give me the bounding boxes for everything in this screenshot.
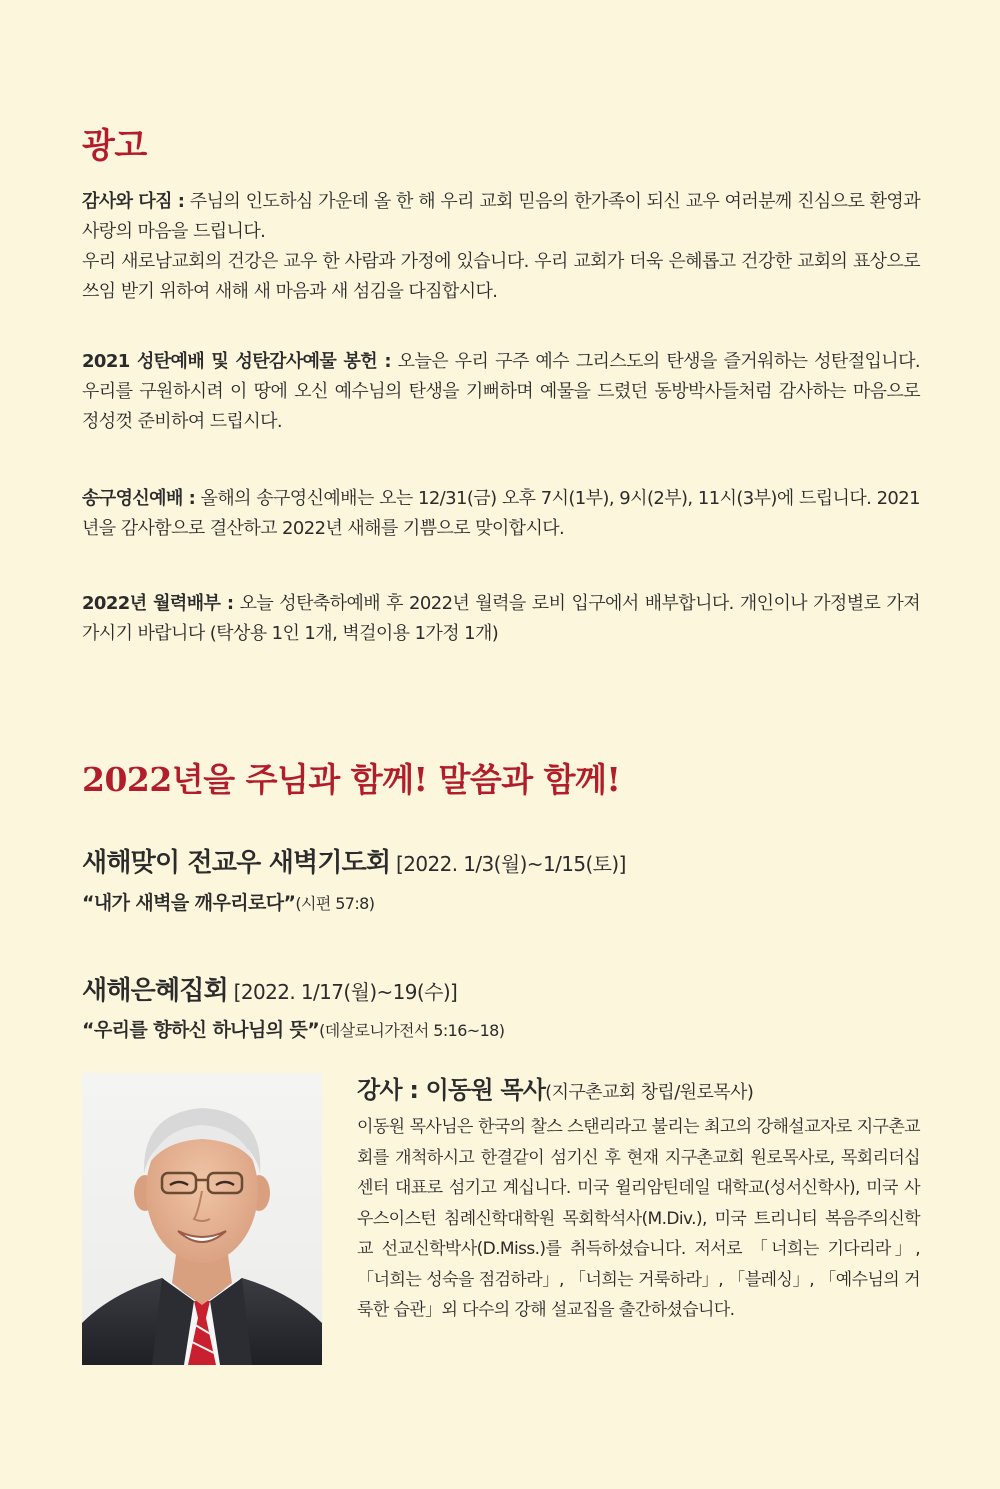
notice-christmas-offering	[82, 347, 920, 437]
speaker-role: (지구촌교회 창립/원로목사)	[545, 1082, 754, 1103]
notice-year-end-service	[82, 484, 920, 544]
event-date: [2022. 1/17(월)~19(수)]	[227, 980, 458, 1004]
notice-text: 올해의 송구영신예배는 오는 12/31(금) 오후 7시(1부), 9시(2부), 11시(3부)에 드립니다. 2021년을 감사함으로 결산하고 2022년 새해를 기쁨으로 맞이합시다.	[82, 488, 920, 539]
speaker-photo	[82, 1073, 322, 1365]
event-name: 새해은혜집회	[82, 976, 228, 1006]
event-name: 새해맞이 전교우 새벽기도회	[82, 848, 391, 878]
event-dawn-prayer-verse	[82, 888, 374, 915]
notice-text-2: 우리 새로남교회의 건강은 교우 한 사람과 가정에 있습니다. 우리 교회가 더욱 은혜롭고 건강한 교회의 표상으로 쓰임 받기 위하여 새해 새 마음과 새 섬김을 다짐합시다.	[82, 251, 920, 302]
speaker-portrait-illustration	[82, 1073, 322, 1365]
notice-label: 2021 성탄예배 및 성탄감사예물 봉헌 :	[82, 351, 391, 372]
notice-label: 감사와 다짐 :	[82, 191, 185, 212]
verse-text: “내가 새벽을 깨우리로다”	[82, 892, 296, 914]
verse-reference: (시편 57:8)	[295, 894, 375, 913]
event-revival-verse	[82, 1015, 504, 1042]
verse-reference: (데살로니가전서 5:16~18)	[319, 1021, 505, 1040]
verse-text: “우리를 향하신 하나님의 뜻”	[82, 1019, 320, 1041]
notice-text: 주님의 인도하심 가운데 올 한 해 우리 교회 믿음의 한가족이 되신 교우 여러분께 진심으로 환영과 사랑의 마음을 드립니다.	[82, 191, 921, 242]
speaker-heading	[357, 1070, 753, 1105]
notice-text: 오늘은 우리 구주 예수 그리스도의 탄생을 즐거워하는 성탄절입니다. 우리를 구원하시려 이 땅에 오신 예수님의 탄생을 기뻐하며 예물을 드렸던 동방박사들처럼 감사하는 마음으로 정성껏 준비하여 드립시다.	[82, 351, 920, 432]
ad-section-title: 광고	[82, 126, 147, 166]
notice-text: 오늘 성탄축하예배 후 2022년 월력을 로비 입구에서 배부합니다. 개인이나 가정별로 가져가시기 바랍니다 (탁상용 1인 1개, 벽걸이용 1가정 1개)	[82, 593, 920, 644]
notice-calendar-distribution	[82, 589, 920, 649]
event-revival-title	[82, 970, 457, 1007]
speaker-bio: 이동원 목사님은 한국의 찰스 스탠리라고 불리는 최고의 강해설교자로 지구촌교회를 개척하시고 한결같이 섬기신 후 현재 지구촌교회 원로목사로, 목회리더십센터 대표로 섬기고 계십니다. 미국 윌리암틴데일 대학교(성서신학사), 미국 사우스이스턴 침례신학대학원 목회학석사(M.Div.), 미국 트리니티 복음주의신학교 선교신학박사(D.Miss.)를 취득하셨습니다. 저서로 「너희는 기다리라」, 「너희는 성숙을 점검하라」, 「너희는 거룩하라」, 「블레싱」, 「예수님의 거룩한 습관」외 다수의 강해 설교집을 출간하셨습니다.	[357, 1117, 920, 1320]
notice-label: 송구영신예배 :	[82, 488, 196, 509]
notice-label: 2022년 월력배부 :	[82, 593, 234, 614]
notice-thanks-commitment	[82, 187, 920, 307]
event-date: [2022. 1/3(월)~1/15(토)]	[390, 852, 626, 876]
new-year-section-title: 2022년을 주님과 함께! 말씀과 함께!	[82, 760, 621, 799]
event-dawn-prayer-title	[82, 842, 626, 879]
speaker-name: 강사 : 이동원 목사	[357, 1076, 546, 1104]
